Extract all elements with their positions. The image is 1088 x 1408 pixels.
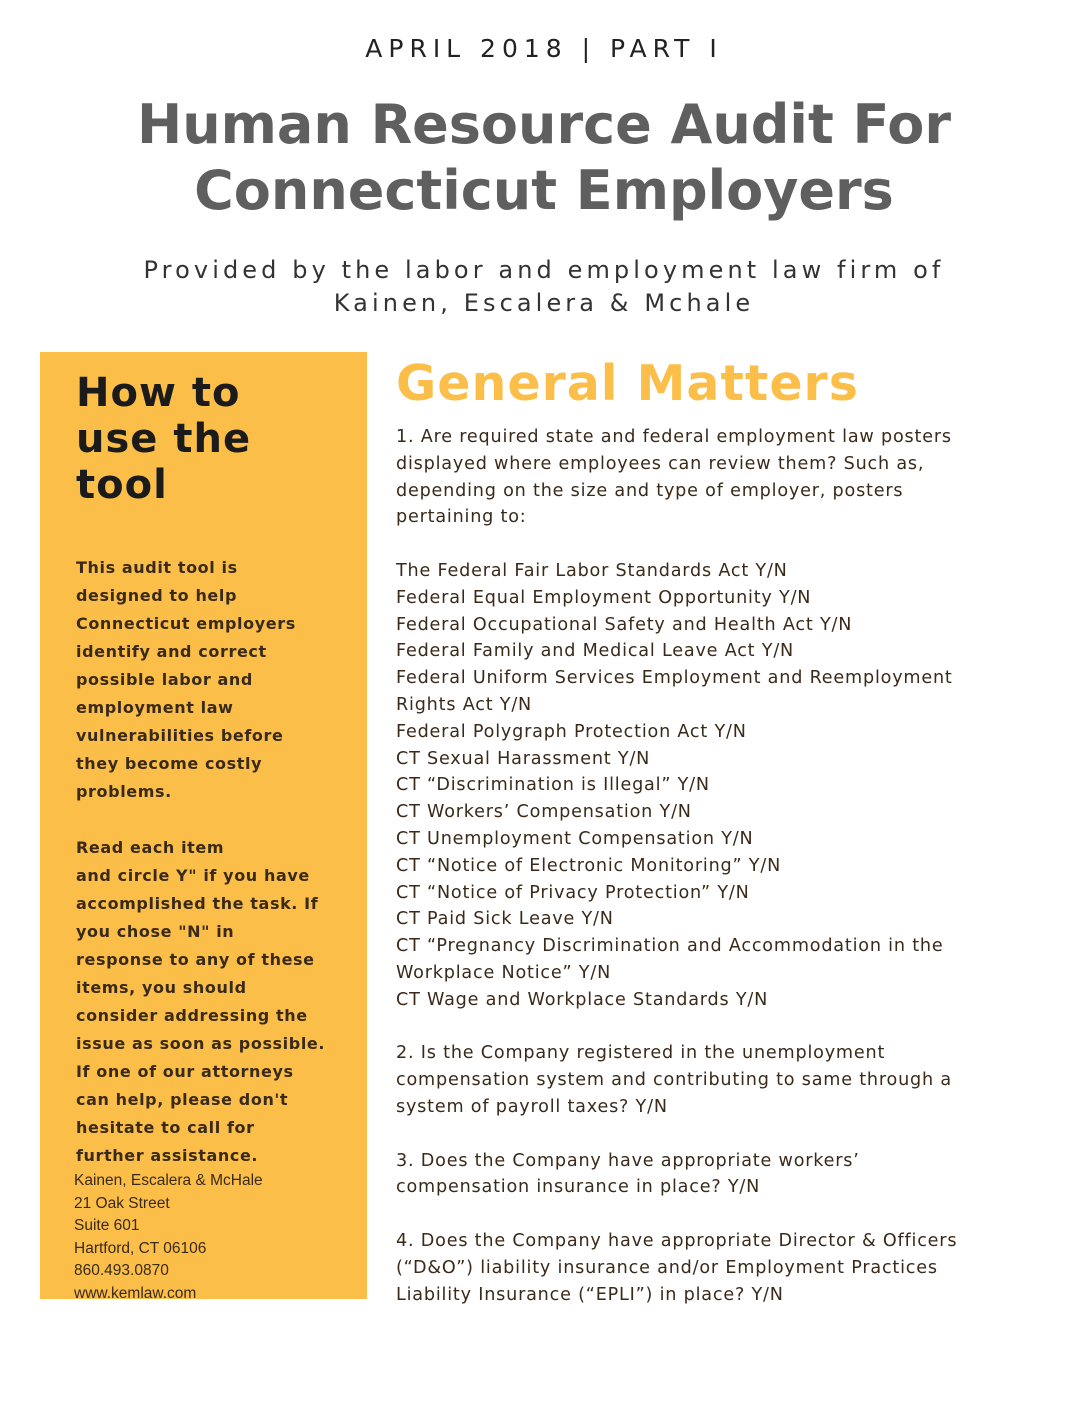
question-line: displayed where employees can review them? Such as, xyxy=(396,453,925,474)
sidebar-text-line: problems. xyxy=(76,782,172,801)
sidebar-text-line: response to any of these xyxy=(76,950,315,969)
sidebar-heading-line: use the xyxy=(76,416,252,462)
website-link[interactable]: www.kemlaw.com xyxy=(74,1284,197,1302)
sidebar-text-line: designed to help xyxy=(76,586,238,605)
firm-contact-block xyxy=(74,1170,355,1305)
subtitle-line-2: Kainen, Escalera & Mchale xyxy=(333,289,755,317)
question-line: 1. Are required state and federal employment law posters xyxy=(396,427,952,447)
sidebar-text-line: accomplished the task. If xyxy=(76,894,319,913)
poster-item: CT Unemployment Compensation Y/N xyxy=(396,828,754,849)
question-line: pertaining to: xyxy=(396,507,527,528)
sidebar-text-line: and circle Y" if you have xyxy=(76,866,310,885)
firm-name: Kainen, Escalera & McHale xyxy=(74,1172,263,1189)
sidebar-text-line: you chose "N" in xyxy=(76,922,235,941)
how-to-sidebar xyxy=(40,352,367,1302)
question-line: compensation system and contributing to same through a xyxy=(396,1070,952,1091)
question-line: Liability Insurance (“EPLI”) in place? Y/N xyxy=(396,1284,784,1305)
sidebar-text-line: vulnerabilities before xyxy=(76,726,284,745)
poster-item: CT Wage and Workplace Standards Y/N xyxy=(396,989,769,1010)
poster-item: The Federal Fair Labor Standards Act Y/N xyxy=(396,560,788,581)
subtitle xyxy=(0,254,1088,320)
sidebar-text-line: Read each item xyxy=(76,838,225,857)
section-title: General Matters xyxy=(396,355,859,412)
question-3 xyxy=(396,1148,1056,1202)
subtitle-line-1: Provided by the labor and employment law firm of xyxy=(143,256,945,284)
street-address: 21 Oak Street xyxy=(74,1194,170,1212)
poster-item: CT “Pregnancy Discrimination and Accommodation in the xyxy=(396,936,944,957)
poster-item: Federal Family and Medical Leave Act Y/N xyxy=(396,641,795,662)
poster-item: CT Workers’ Compensation Y/N xyxy=(396,802,692,823)
main-content xyxy=(396,352,1056,1308)
sidebar-text-line: can help, please don't xyxy=(76,1090,289,1109)
question-line: depending on the size and type of employer, posters xyxy=(396,480,904,501)
question-line: system of payroll taxes? Y/N xyxy=(396,1096,668,1117)
question-1 xyxy=(396,424,1056,531)
sidebar-text-line: identify and correct xyxy=(76,642,267,661)
sidebar-text-line: Connecticut employers xyxy=(76,614,296,633)
poster-item: CT Sexual Harassment Y/N xyxy=(396,748,651,769)
sidebar-text-line: If one of our attorneys xyxy=(76,1062,294,1081)
sidebar-text-line: further assistance. xyxy=(76,1146,259,1165)
question-2 xyxy=(396,1040,1056,1120)
sidebar-heading-line: tool xyxy=(76,462,168,508)
question-line: (“D&O”) liability insurance and/or Employment Practices xyxy=(396,1257,938,1278)
poster-item: Workplace Notice” Y/N xyxy=(396,962,612,983)
date-part-line: APRIL 2018 | PART I xyxy=(365,34,723,63)
sidebar-instructions-paragraph xyxy=(76,834,355,1170)
sidebar-text-line: hesitate to call for xyxy=(76,1118,255,1137)
sidebar-text-line: items, you should xyxy=(76,978,247,997)
sidebar-text-line: they become costly xyxy=(76,754,263,773)
page-title xyxy=(0,92,1088,224)
poster-item: Federal Polygraph Protection Act Y/N xyxy=(396,721,747,742)
poster-item: Federal Equal Employment Opportunity Y/N xyxy=(396,587,812,608)
poster-item: CT “Notice of Privacy Protection” Y/N xyxy=(396,882,750,903)
poster-item: Rights Act Y/N xyxy=(396,694,533,715)
sidebar-text-line: issue as soon as possible. xyxy=(76,1034,326,1053)
title-line-1: Human Resource Audit For xyxy=(137,93,951,156)
sidebar-text-line: possible labor and xyxy=(76,670,253,689)
question-line: compensation insurance in place? Y/N xyxy=(396,1177,761,1198)
poster-item: Federal Uniform Services Employment and Reemployment xyxy=(396,668,953,689)
poster-item: CT “Notice of Electronic Monitoring” Y/N xyxy=(396,855,782,876)
sidebar-heading xyxy=(76,370,355,508)
poster-item: Federal Occupational Safety and Health Act Y/N xyxy=(396,614,853,635)
sidebar-text-line: employment law xyxy=(76,698,234,717)
poster-checklist xyxy=(396,558,1056,1014)
question-line: 2. Is the Company registered in the unemployment xyxy=(396,1043,886,1064)
question-line: 4. Does the Company have appropriate Director & Officers xyxy=(396,1230,958,1251)
poster-item: CT Paid Sick Leave Y/N xyxy=(396,909,614,930)
sidebar-text-line: This audit tool is xyxy=(76,558,238,577)
phone-number: 860.493.0870 xyxy=(74,1262,169,1279)
suite: Suite 601 xyxy=(74,1217,140,1234)
sidebar-intro-paragraph xyxy=(76,554,355,806)
question-4 xyxy=(396,1228,1056,1308)
city-state-zip: Hartford, CT 06106 xyxy=(74,1239,207,1257)
title-line-2: Connecticut Employers xyxy=(194,159,894,222)
question-line: 3. Does the Company have appropriate workers’ xyxy=(396,1150,860,1171)
sidebar-heading-line: How to xyxy=(76,370,241,416)
sidebar-text-line: consider addressing the xyxy=(76,1006,308,1025)
poster-item: CT “Discrimination is Illegal” Y/N xyxy=(396,775,710,796)
